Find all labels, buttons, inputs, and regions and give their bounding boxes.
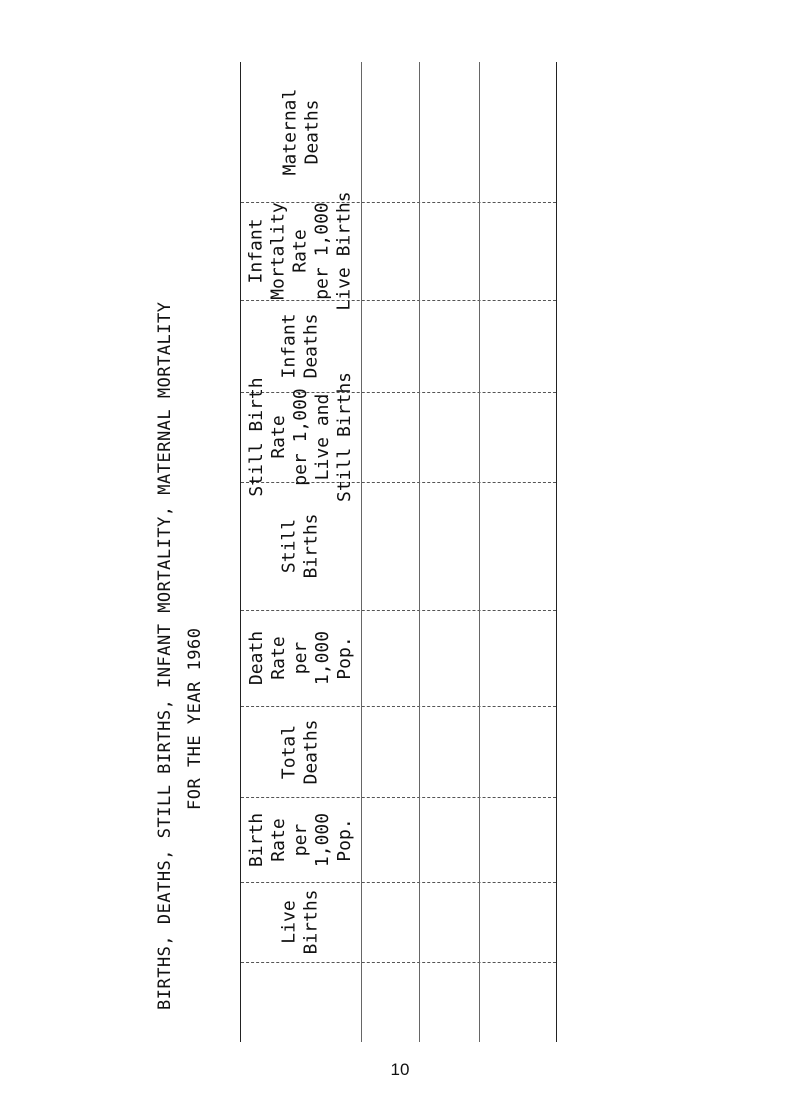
column-header: [241, 62, 361, 202]
column-header-line: per 1,000: [290, 388, 312, 486]
column-header-line: Births: [301, 513, 322, 579]
column-header-line: 1,000: [312, 630, 333, 686]
column-header: [241, 191, 361, 311]
column-header-line: Live Births: [334, 191, 355, 311]
column-header-line: Total: [279, 724, 300, 779]
column-header-line: Rate: [268, 415, 290, 459]
column-header-line: Still Births: [334, 371, 356, 503]
column-divider: [479, 62, 480, 1042]
column-divider: [419, 62, 420, 1042]
column-header-line: per 1,000: [312, 202, 333, 300]
column-header-line: Births: [301, 889, 322, 955]
column-header-line: Still: [279, 518, 300, 574]
column-header-line: Maternal: [278, 88, 300, 176]
row-divider: [241, 962, 556, 963]
column-header: [241, 706, 361, 797]
column-header-line: Death: [246, 630, 267, 686]
column-header-line: per: [290, 641, 311, 675]
column-header: [241, 300, 361, 392]
column-header-line: Deaths: [301, 718, 322, 785]
column-header-line: Rate: [290, 229, 311, 273]
column-header-line: Mortality: [268, 202, 289, 300]
statistics-table: [240, 62, 557, 1042]
column-header-line: Pop.: [334, 636, 355, 680]
column-header-line: Infant: [279, 313, 300, 379]
column-header-line: Infant: [246, 218, 267, 284]
column-header-line: Still Birth: [246, 377, 268, 497]
column-header-line: Live: [279, 900, 300, 944]
column-header-line: Deaths: [301, 313, 322, 379]
column-header: [241, 797, 361, 882]
column-header: [241, 882, 361, 962]
column-divider: [361, 62, 362, 1042]
column-header: [241, 371, 361, 503]
column-header-line: Pop.: [334, 817, 355, 862]
column-header-line: Rate: [268, 636, 289, 680]
column-header-line: 1,000: [312, 812, 333, 867]
page-number: 10: [390, 1060, 410, 1079]
column-header-line: per: [290, 823, 311, 856]
table-subtitle: FOR THE YEAR 1960: [185, 627, 205, 810]
column-header: [241, 610, 361, 706]
column-header-line: Deaths: [300, 99, 322, 165]
column-header-line: Live and: [312, 393, 334, 481]
table-title: BIRTHS, DEATHS, STILL BIRTHS, INFANT MORTALITY, MATERNAL MORTALITY: [155, 301, 175, 1010]
column-header-line: Birth: [246, 812, 267, 867]
column-header-line: Rate: [268, 817, 289, 862]
